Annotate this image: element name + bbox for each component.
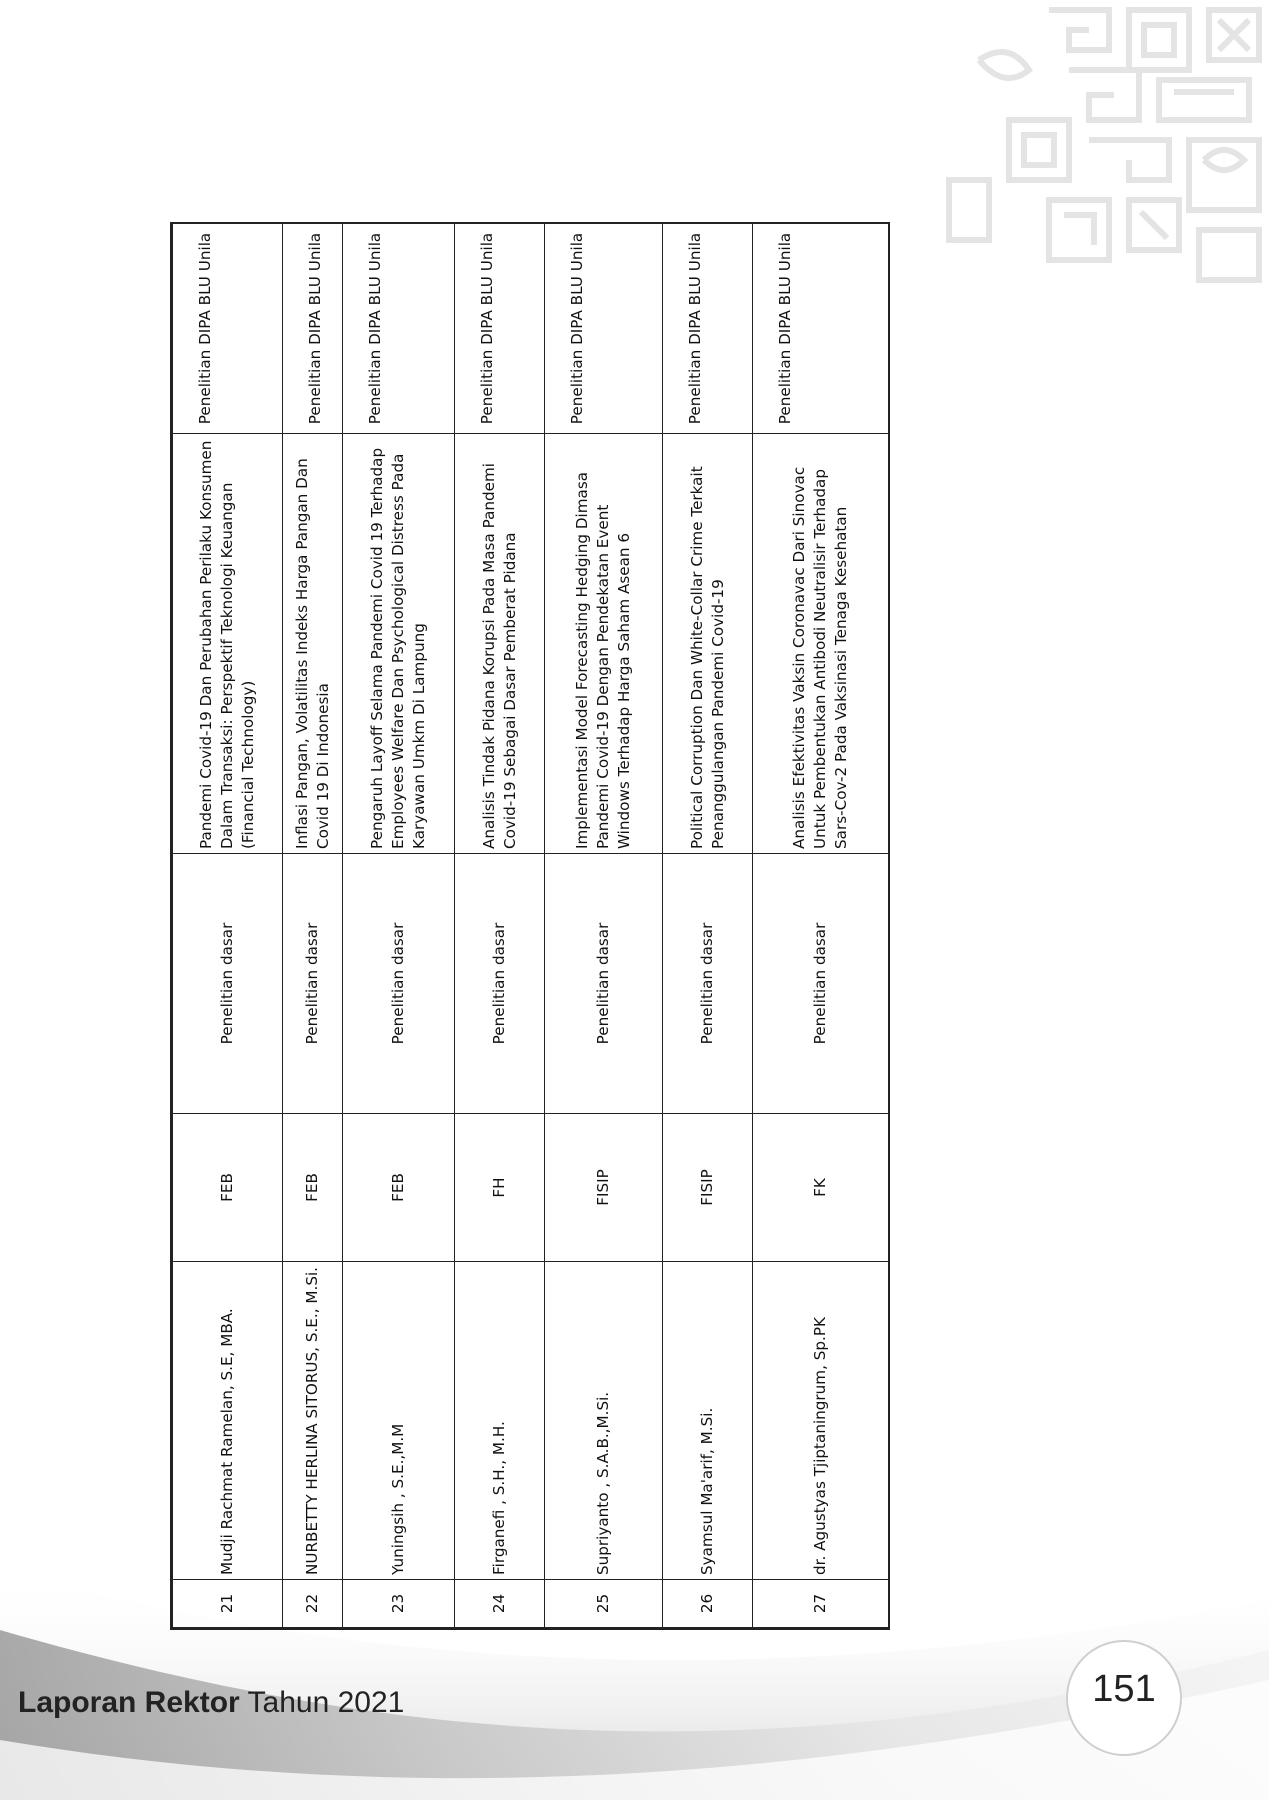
- funding-source: Penelitian DIPA BLU Unila: [283, 224, 343, 434]
- row-number: 25: [545, 1580, 663, 1628]
- row-number: 21: [173, 1580, 283, 1628]
- funding-source: Penelitian DIPA BLU Unila: [343, 224, 455, 434]
- faculty: FISIP: [545, 1114, 663, 1262]
- research-type: Penelitian dasar: [753, 854, 889, 1114]
- page-number-badge: [1066, 1640, 1182, 1756]
- funding-source: Penelitian DIPA BLU Unila: [545, 224, 663, 434]
- faculty: FH: [455, 1114, 545, 1262]
- researcher-name: Yuningsih , S.E.,M.M: [343, 1262, 455, 1580]
- research-title: Implementasi Model Forecasting Hedging Dimasa Pandemi Covid-19 Dengan Pendekatan Event Windows Terhadap Harga Saham Asean 6: [545, 434, 663, 854]
- row-number: 23: [343, 1580, 455, 1628]
- faculty: FEB: [173, 1114, 283, 1262]
- research-title: Inflasi Pangan, Volatilitas Indeks Harga Pangan Dan Covid 19 Di Indonesia: [283, 434, 343, 854]
- page-number: 151: [1092, 1668, 1156, 1710]
- report-title-bold: Laporan Rektor: [18, 1686, 240, 1719]
- research-title: Pandemi Covid-19 Dan Perubahan Perilaku Konsumen Dalam Transaksi: Perspektif Teknologi Keuangan (Financial Technology): [173, 434, 283, 854]
- researcher-name: Mudji Rachmat Ramelan, S.E, MBA.: [173, 1262, 283, 1580]
- researcher-name: Firganefi , S.H., M.H.: [455, 1262, 545, 1580]
- row-number: 22: [283, 1580, 343, 1628]
- researcher-name: Syamsul Ma'arif, M.Si.: [663, 1262, 753, 1580]
- faculty: FISIP: [663, 1114, 753, 1262]
- research-type: Penelitian dasar: [343, 854, 455, 1114]
- table-row: [753, 224, 889, 1628]
- research-type: Penelitian dasar: [173, 854, 283, 1114]
- research-title: Analisis Efektivitas Vaksin Coronavac Dari Sinovac Untuk Pembentukan Antibodi Neutralisir Terhadap Sars-Cov-2 Pada Vaksinasi Tenaga Kesehatan: [753, 434, 889, 854]
- report-title-year: Tahun 2021: [239, 1686, 405, 1719]
- row-number: 27: [753, 1580, 889, 1628]
- faculty: FEB: [343, 1114, 455, 1262]
- table-row: [663, 224, 753, 1628]
- researcher-name: dr. Agustyas Tjiptaningrum, Sp.PK: [753, 1262, 889, 1580]
- research-title: Pengaruh Layoff Selama Pandemi Covid 19 Terhadap Employees Welfare Dan Psychological Distress Pada Karyawan Umkm Di Lampung: [343, 434, 455, 854]
- research-type: Penelitian dasar: [455, 854, 545, 1114]
- research-type: Penelitian dasar: [545, 854, 663, 1114]
- faculty: FK: [753, 1114, 889, 1262]
- research-table: [172, 223, 889, 1628]
- research-table-frame: [170, 222, 890, 1630]
- faculty: FEB: [283, 1114, 343, 1262]
- funding-source: Penelitian DIPA BLU Unila: [173, 224, 283, 434]
- table-row: [455, 224, 545, 1628]
- funding-source: Penelitian DIPA BLU Unila: [455, 224, 545, 434]
- table-row: [545, 224, 663, 1628]
- research-title: Analisis Tindak Pidana Korupsi Pada Masa Pandemi Covid-19 Sebagai Dasar Pemberat Pidana: [455, 434, 545, 854]
- researcher-name: Supriyanto , S.A.B.,M.Si.: [545, 1262, 663, 1580]
- table-row: [343, 224, 455, 1628]
- funding-source: Penelitian DIPA BLU Unila: [663, 224, 753, 434]
- research-type: Penelitian dasar: [283, 854, 343, 1114]
- row-number: 24: [455, 1580, 545, 1628]
- table-row: [173, 224, 283, 1628]
- row-number: 26: [663, 1580, 753, 1628]
- funding-source: Penelitian DIPA BLU Unila: [753, 224, 889, 434]
- report-title: [18, 1686, 404, 1720]
- table-row: [283, 224, 343, 1628]
- research-title: Political Corruption Dan White-Collar Crime Terkait Penanggulangan Pandemi Covid-19: [663, 434, 753, 854]
- research-type: Penelitian dasar: [663, 854, 753, 1114]
- researcher-name: NURBETTY HERLINA SITORUS, S.E., M.Si.: [283, 1262, 343, 1580]
